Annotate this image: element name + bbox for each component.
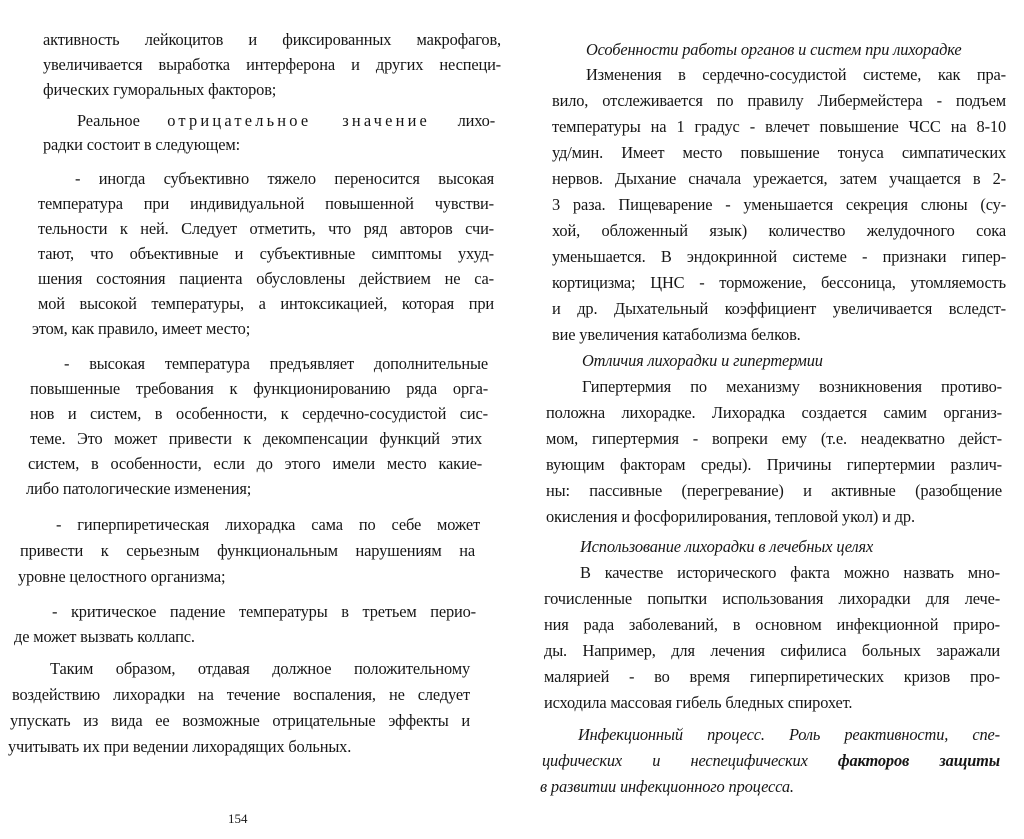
text-line: ны: пассивные (перегревание) и активные (разобщение <box>546 481 1002 500</box>
text-line: вующим факторам среды). Причины гипертермии различ- <box>546 455 1002 474</box>
text-line: малярией - во время гиперпиретических кризов про- <box>544 667 1000 686</box>
text-line: окисления и фосфорилирования, тепловой укол) и др. <box>546 507 915 526</box>
text-line: увеличивается выработка интерферона и других неспеци- <box>43 55 501 74</box>
text-run: Реальное <box>77 111 168 130</box>
text-line: активность лейкоцитов и фиксированных макрофагов, <box>43 30 501 49</box>
text-line: гочисленные попытки использования лихорадки для лече- <box>544 589 1000 608</box>
text-line: - иногда субъективно тяжело переносится высокая <box>75 169 494 188</box>
section-heading: в развитии инфекционного процесса. <box>540 777 794 796</box>
text-line: - критическое падение температуры в третьем перио- <box>52 602 476 621</box>
text-line: либо патологические изменения; <box>26 479 252 498</box>
text-line: теме. Это может привести к декомпенсации функций этих <box>30 429 482 448</box>
text-line: хой, обложенный язык) количество желудочного сока <box>552 221 1006 240</box>
text-line: шения состояния пациента обусловлены действием не са- <box>38 269 494 288</box>
text-line: тают, что объективные и субъективные симптомы ухуд- <box>38 244 494 263</box>
section-heading: Использование лихорадки в лечебных целях <box>580 537 874 556</box>
text-line: уровне целостного организма; <box>18 567 226 586</box>
text-line: температуры на 1 градус - влечет повышение ЧСС на 8-10 <box>552 117 1006 136</box>
text-line: уд/мин. Имеет место повышение тонуса симпатических <box>552 143 1006 162</box>
text-line: де может вызвать коллапс. <box>14 627 195 646</box>
text-line: этом, как правило, имеет место; <box>32 319 251 338</box>
text-line: тельности к ней. Следует отметить, что ряд авторов счи- <box>38 219 494 238</box>
text-line: 3 раза. Пищеварение - уменьшается секреция слюны (су- <box>552 195 1006 214</box>
text-line: температура при индивидуальной повышенной чувстви- <box>38 194 494 213</box>
text-line: положна лихорадке. Лихорадка создается самим организ- <box>546 403 1002 422</box>
text-line: систем, в особенности, если до этого имели место какие- <box>28 454 482 473</box>
section-heading: Особенности работы органов и систем при лихорадке <box>586 40 962 59</box>
text-line: фических гуморальных факторов; <box>43 80 277 99</box>
text-line: мой высокой температуры, а интоксикацией, которая при <box>38 294 494 313</box>
section-heading <box>542 750 1000 772</box>
text-line: исходила массовая гибель бледных спирохет. <box>544 693 853 712</box>
text-line: нервов. Дыхание сначала урежается, затем учащается в 2- <box>552 169 1006 188</box>
text-line: учитывать их при ведении лихорадящих больных. <box>8 737 352 756</box>
text-line: привести к серьезным функциональным нарушениям на <box>20 541 475 560</box>
section-heading: Отличия лихорадки и гипертермии <box>582 351 823 370</box>
text-run: лихо- <box>430 111 496 130</box>
section-heading: Инфекционный процесс. Роль реактивности, спе- <box>578 725 1000 744</box>
text-line: и др. Дыхательный коэффициент увеличивается вследст- <box>552 299 1006 318</box>
text-line: вило, отслеживается по правилу Либермейстера - подъем <box>552 91 1006 110</box>
text-line: - гиперпиретическая лихорадка сама по себе может <box>56 515 480 534</box>
text-line: радки состоит в следующем: <box>43 135 241 154</box>
text-line: повышенные требования к функционированию ряда орга- <box>30 379 488 398</box>
text-line: ды. Например, для лечения сифилиса больных заражали <box>544 641 1000 660</box>
text-line: Гипертермия по механизму возникновения противо- <box>582 377 1002 396</box>
text-line: нов и систем, в особенности, к сердечно-сосудистой сис- <box>30 404 488 423</box>
text-line: Таким образом, отдавая должное положительному <box>50 659 470 678</box>
text-line: уменьшается. В эндокринной системе - признаки гипер- <box>552 247 1006 266</box>
text-line: воздействию лихорадки на течение воспаления, не следует <box>12 685 470 704</box>
page-number: 154 <box>228 811 248 826</box>
text-line: Изменения в сердечно-сосудистой системе, как пра- <box>586 65 1006 84</box>
text-line: упускать из вида ее возможные отрицательные эффекты и <box>10 711 470 730</box>
text-line: ния рада заболеваний, в основном инфекционной приро- <box>544 615 1000 634</box>
text-line: мом, гипертермия - вопреки ему (т.е. неадекватно дейст- <box>546 429 1002 448</box>
text-line <box>77 110 495 132</box>
spaced-emphasis: отрицательное значение <box>167 111 431 130</box>
text-line: В качестве исторического факта можно назвать мно- <box>580 563 1000 582</box>
bold-emphasis: факторов защиты <box>837 751 1000 770</box>
text-line: вие увеличения катаболизма белков. <box>552 325 801 344</box>
text-line: - высокая температура предъявляет дополнительные <box>64 354 488 373</box>
text-run: цифических и неспецифических <box>542 751 838 770</box>
text-line: кортицизма; ЦНС - торможение, бессоница, утомляемость <box>552 273 1006 292</box>
